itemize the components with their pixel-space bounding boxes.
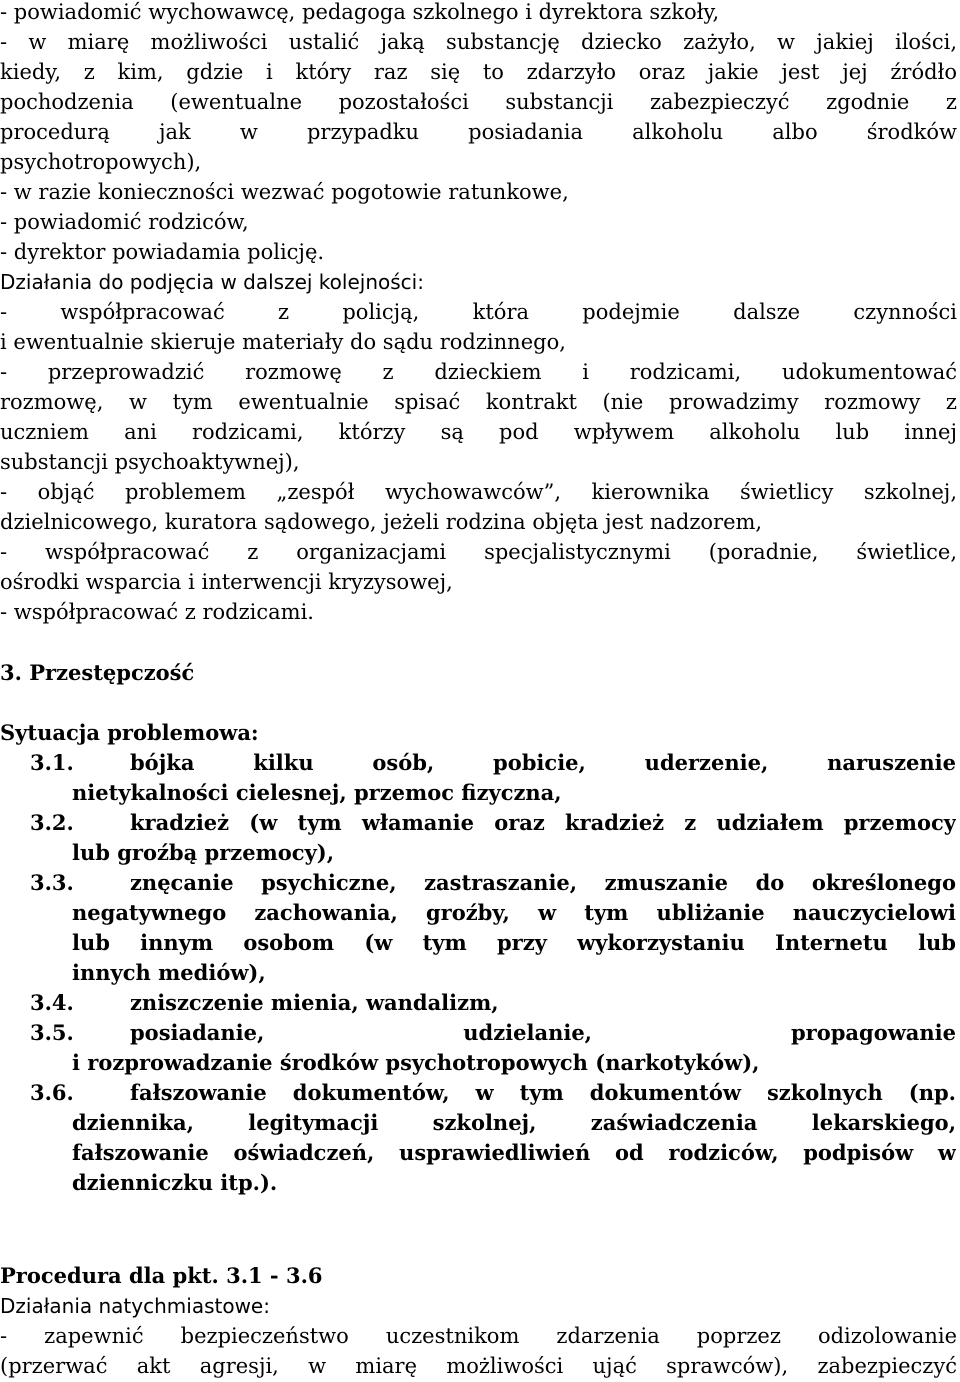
text-line: - w razie konieczności wezwać pogotowie ratunkowe, [0, 180, 569, 204]
text-line: i ewentualnie skieruje materiały do sądu rodzinnego, [0, 330, 566, 354]
item-text: negatywnego zachowania, groźby, w tym ubliżanie nauczycielowi [72, 900, 956, 925]
item-text: dziennika, legitymacji szkolnej, zaświadczenia lekarskiego, [72, 1110, 956, 1135]
item-text: fałszowanie oświadczeń, usprawiedliwień od rodziców, podpisów w [72, 1140, 956, 1165]
text-line: - powiadomić rodziców, [0, 210, 249, 234]
text-line: dzielnicowego, kuratora sądowego, jeżeli rodzina objęta jest nadzorem, [0, 510, 763, 534]
item-number: 3.5. [30, 1020, 74, 1045]
next-steps-heading: Działania do podjęcia w dalszej kolejności: [0, 270, 424, 294]
text-line: (przerwać akt agresji, w miarę możliwości ująć sprawców), zabezpieczyć [0, 1354, 957, 1378]
item-number: 3.1. [30, 750, 74, 775]
text-line: - objąć problemem „zespół wychowawców”, kierownika świetlicy szkolnej, [0, 480, 957, 504]
text-line: - powiadomić wychowawcę, pedagoga szkolnego i dyrektora szkoły, [0, 0, 720, 24]
text-line: - przeprowadzić rozmowę z dzieckiem i rodzicami, udokumentować [0, 360, 957, 384]
text-line: - współpracować z rodzicami. [0, 600, 314, 624]
item-number: 3.6. [30, 1080, 74, 1105]
item-text: kradzież (w tym włamanie oraz kradzież z udziałem przemocy [130, 810, 956, 835]
item-text: znęcanie psychiczne, zastraszanie, zmuszanie do określonego [130, 870, 956, 895]
text-line: pochodzenia (ewentualne pozostałości substancji zabezpieczyć zgodnie z [0, 90, 957, 114]
text-line: - dyrektor powiadamia policję. [0, 240, 325, 264]
item-text: posiadanie, udzielanie, propagowanie [130, 1020, 956, 1045]
text-line: - zapewnić bezpieczeństwo uczestnikom zdarzenia poprzez odizolowanie [0, 1324, 957, 1348]
item-text: lub groźbą przemocy), [72, 840, 335, 865]
item-text: nietykalności cielesnej, przemoc fizyczna, [72, 780, 562, 805]
item-text: zniszczenie mienia, wandalizm, [130, 990, 499, 1015]
item-number: 3.4. [30, 990, 74, 1015]
text-line: ośrodki wsparcia i interwencji kryzysowej, [0, 570, 453, 594]
item-text: innych mediów), [72, 960, 266, 985]
text-line: - w miarę możliwości ustalić jaką substancję dziecko zażyło, w jakiej ilości, [0, 30, 957, 54]
item-text: bójka kilku osób, pobicie, uderzenie, naruszenie [130, 750, 956, 775]
text-line: procedurą jak w przypadku posiadania alkoholu albo środków [0, 120, 957, 144]
item-text: fałszowanie dokumentów, w tym dokumentów szkolnych (np. [130, 1080, 956, 1105]
situation-heading: Sytuacja problemowa: [0, 720, 259, 745]
text-line: - współpracować z organizacjami specjalistycznymi (poradnie, świetlice, [0, 540, 957, 564]
text-line: kiedy, z kim, gdzie i który raz się to zdarzyło oraz jakie jest jej źródło [0, 60, 957, 84]
procedure-heading: Procedura dla pkt. 3.1 - 3.6 [0, 1263, 323, 1288]
text-line: uczniem ani rodzicami, którzy są pod wpływem alkoholu lub innej [0, 420, 957, 444]
item-number: 3.2. [30, 810, 74, 835]
immediate-heading: Działania natychmiastowe: [0, 1294, 270, 1318]
item-text: dzienniczku itp.). [72, 1170, 278, 1195]
item-number: 3.3. [30, 870, 74, 895]
text-line: substancji psychoaktywnej), [0, 450, 300, 474]
text-line: rozmowę, w tym ewentualnie spisać kontrakt (nie prowadzimy rozmowy z [0, 390, 957, 414]
item-text: lub innym osobom (w tym przy wykorzystaniu Internetu lub [72, 930, 956, 955]
text-line: - współpracować z policją, która podejmie dalsze czynności [0, 300, 957, 324]
text-line: psychotropowych), [0, 150, 202, 174]
section-title: 3. Przestępczość [0, 660, 195, 685]
item-text: i rozprowadzanie środków psychotropowych (narkotyków), [72, 1050, 760, 1075]
